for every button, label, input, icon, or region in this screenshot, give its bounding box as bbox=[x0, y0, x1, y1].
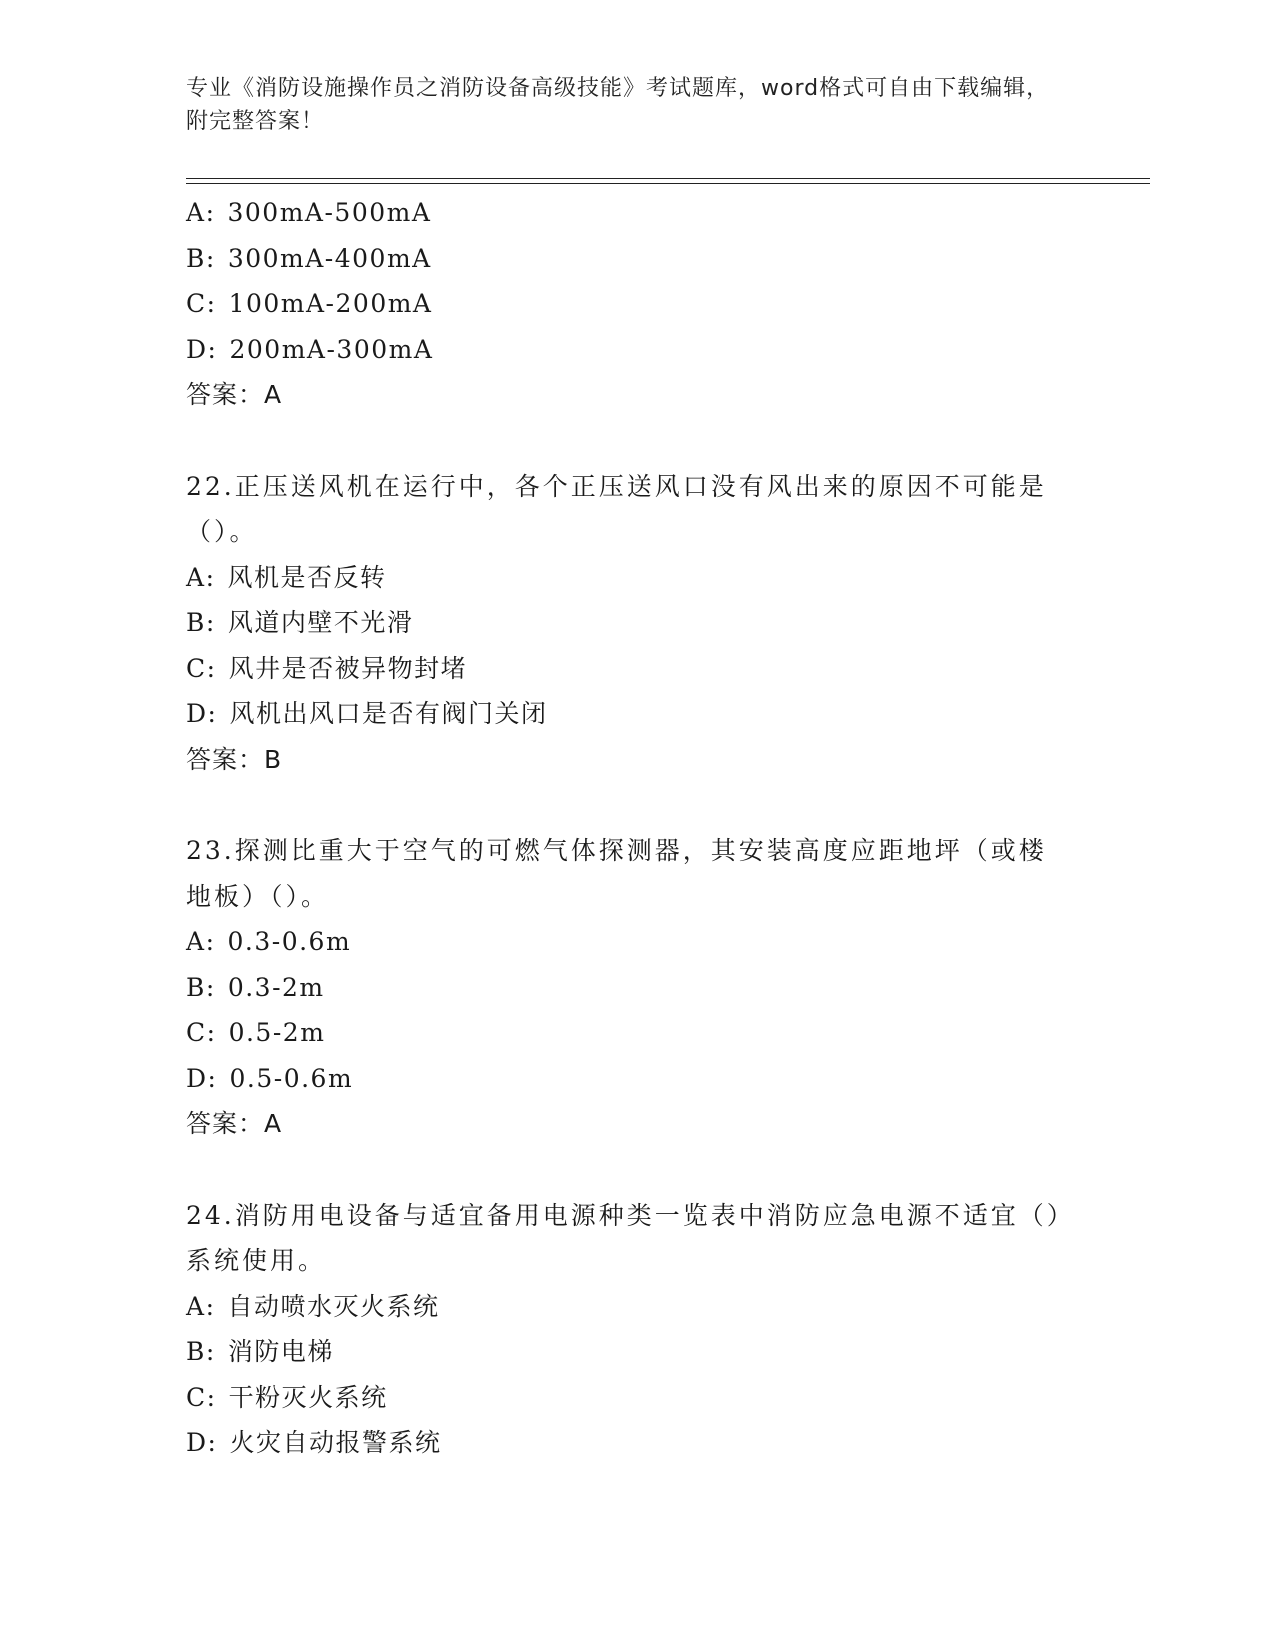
question-text: 24.消防用电设备与适宜备用电源种类一览表中消防应急电源不适宜（）系统使用。 bbox=[186, 1200, 1063, 1275]
answer-label: 答案： bbox=[186, 1109, 265, 1138]
answer-value: A bbox=[264, 380, 283, 409]
document-header: 专业《消防设施操作员之消防设备高级技能》考试题库，word格式可自由下载编辑，附完整答案！ bbox=[186, 76, 1050, 134]
option-text: 0.3-2m bbox=[227, 972, 325, 1002]
option-d: D: 火灾自动报警系统 bbox=[186, 1428, 442, 1457]
option-text: 风井是否被异物封堵 bbox=[228, 653, 468, 683]
question-list bbox=[186, 190, 1086, 1466]
option-a: A: 300mA-500mA bbox=[186, 198, 432, 227]
option-text: 风机是否反转 bbox=[227, 562, 387, 592]
option-text: 0.3-0.6m bbox=[227, 927, 352, 956]
option-b: B: 消防电梯 bbox=[186, 1337, 334, 1366]
answer-value: B bbox=[264, 744, 283, 774]
option-b: B: 风道内壁不光滑 bbox=[186, 608, 414, 637]
option-text: 300mA-500mA bbox=[227, 198, 432, 227]
answer-line bbox=[186, 737, 1086, 783]
option-text: 风道内壁不光滑 bbox=[227, 608, 414, 637]
question-text: 22.正压送风机在运行中，各个正压送风口没有风出来的原因不可能是（）。 bbox=[186, 471, 1047, 546]
option-c: C: 100mA-200mA bbox=[186, 289, 433, 318]
answer-label: 答案： bbox=[186, 380, 265, 409]
answer-label: 答案： bbox=[186, 744, 265, 774]
option-text: 风机出风口是否有阀门关闭 bbox=[229, 699, 548, 728]
question-text: 23.探测比重大于空气的可燃气体探测器，其安装高度应距地坪（或楼地板）（）。 bbox=[186, 836, 1047, 911]
option-a: A: 风机是否反转 bbox=[186, 562, 387, 592]
option-d: D: 0.5-0.6m bbox=[186, 1063, 354, 1093]
option-c: C: 干粉灭火系统 bbox=[186, 1382, 388, 1412]
question-block-24 bbox=[186, 1193, 1086, 1466]
question-block-22 bbox=[186, 464, 1086, 783]
option-text: 火灾自动报警系统 bbox=[229, 1428, 442, 1457]
option-a: A: 0.3-0.6m bbox=[186, 927, 352, 956]
option-text: 0.5-0.6m bbox=[229, 1063, 354, 1093]
option-text: 300mA-400mA bbox=[227, 243, 432, 273]
option-text: 干粉灭火系统 bbox=[228, 1382, 388, 1412]
option-text: 自动喷水灭火系统 bbox=[227, 1291, 440, 1321]
option-d: D: 200mA-300mA bbox=[186, 334, 434, 364]
header-divider-top bbox=[186, 178, 1150, 179]
header-divider-bottom bbox=[186, 183, 1150, 184]
question-block-21 bbox=[186, 190, 1086, 418]
question-block-23 bbox=[186, 828, 1086, 1147]
answer-line bbox=[186, 1101, 1086, 1147]
option-text: 消防电梯 bbox=[227, 1337, 334, 1366]
option-b: B: 300mA-400mA bbox=[186, 243, 432, 273]
option-c: C: 风井是否被异物封堵 bbox=[186, 653, 468, 683]
option-text: 200mA-300mA bbox=[229, 334, 434, 364]
option-text: 100mA-200mA bbox=[228, 289, 433, 318]
answer-value: A bbox=[264, 1109, 283, 1138]
option-c: C: 0.5-2m bbox=[186, 1018, 326, 1047]
option-d: D: 风机出风口是否有阀门关闭 bbox=[186, 699, 548, 728]
option-text: 0.5-2m bbox=[228, 1018, 326, 1047]
option-b: B: 0.3-2m bbox=[186, 972, 325, 1002]
answer-line bbox=[186, 372, 1086, 418]
option-a: A: 自动喷水灭火系统 bbox=[186, 1291, 440, 1321]
